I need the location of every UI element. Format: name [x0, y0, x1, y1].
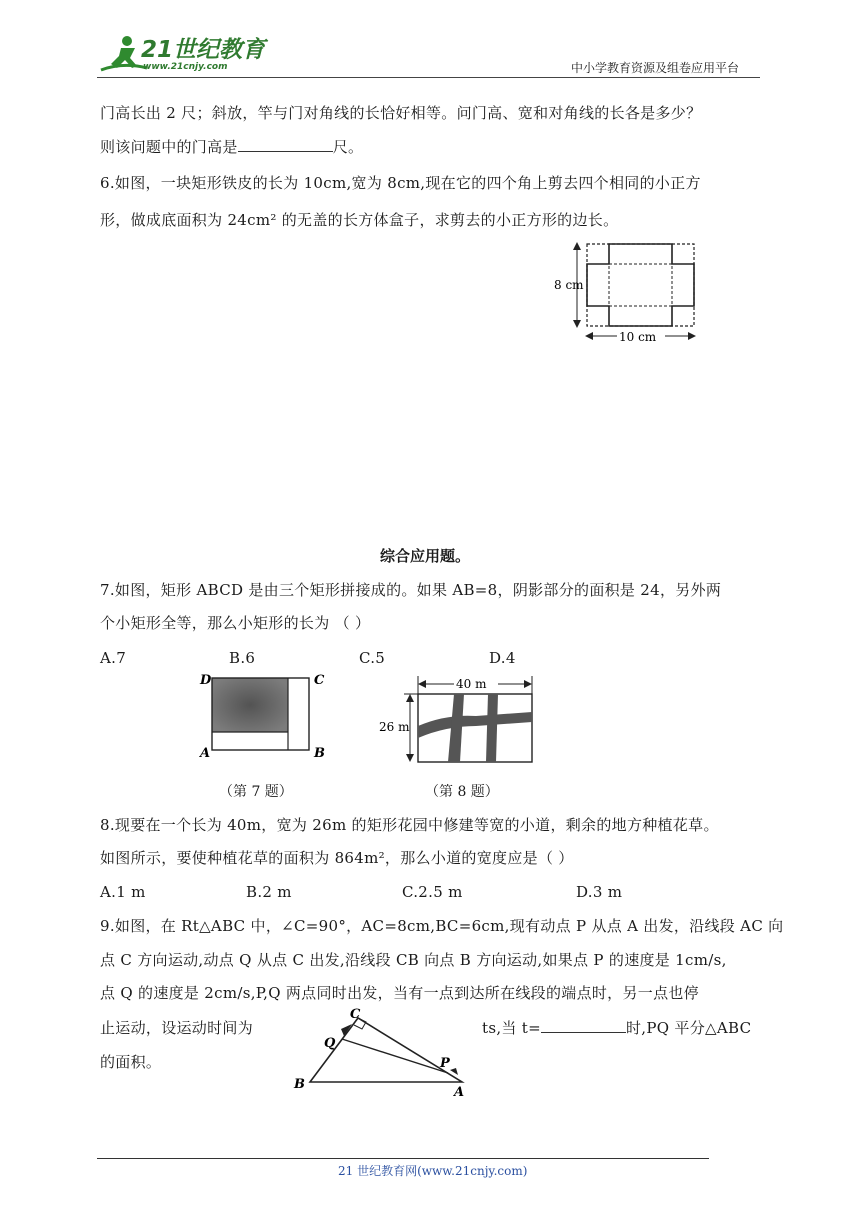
q9-label-a: A — [454, 1085, 465, 1099]
q9-line4-rest — [482, 1018, 751, 1038]
q6-outer-rect — [587, 244, 694, 326]
footer-divider — [97, 1158, 709, 1159]
logo-main-text: 21世纪教育 — [141, 37, 266, 63]
logo-sub-text: www.21cnjy.com — [143, 62, 228, 72]
section-title: 综合应用题。 — [380, 547, 471, 565]
q7-option-b[interactable]: B.6 — [229, 649, 256, 667]
q9-figure — [290, 1004, 480, 1099]
q8-option-a[interactable]: A.1 m — [100, 883, 146, 901]
q6-cross-outline — [587, 244, 694, 326]
q7-label-d: D — [200, 673, 212, 688]
q9-label-b: B — [294, 1077, 305, 1092]
q8-line2: 如图所示，要使种植花草的面积为 864m²，那么小道的宽度应是（ ） — [100, 849, 574, 867]
q9-line4-mid: ts,当 t= — [482, 1019, 541, 1037]
q8-width-label: 40 m — [456, 677, 487, 691]
q5-line2 — [100, 137, 363, 157]
q9-line1: 9.如图，在 Rt△ABC 中，∠C=90°，AC=8cm,BC=6cm,现有动点 P 从点 A 出发，沿线段 AC 向 — [100, 917, 784, 935]
q6-line2: 形，做成底面积为 24cm² 的无盖的长方体盒子，求剪去的小正方形的边长。 — [100, 211, 619, 229]
q9-line3: 点 Q 的速度是 2cm/s,P,Q 两点同时出发，当有一点到达所在线段的端点时，另一点也停 — [100, 984, 699, 1002]
q6-figure — [545, 238, 705, 348]
q9-answer-blank[interactable] — [541, 1018, 626, 1033]
q8-option-b[interactable]: B.2 m — [246, 883, 292, 901]
q7-line1: 7.如图，矩形 ABCD 是由三个矩形拼接成的。如果 AB=8，阴影部分的面积是 24，另外两 — [100, 581, 722, 599]
q6-width-label: 10 cm — [619, 330, 657, 344]
q9-segment-pq — [342, 1039, 448, 1073]
logo — [97, 34, 267, 76]
q8-figure — [376, 668, 546, 768]
q7-label-b: B — [314, 746, 325, 761]
q5-line2-prefix: 则该问题中的门高是 — [100, 138, 238, 156]
platform-name: 中小学教育资源及组卷应用平台 — [571, 61, 740, 75]
q6-inner-rect — [609, 264, 672, 306]
q7-option-a[interactable]: A.7 — [100, 649, 127, 667]
q7-label-a: A — [200, 746, 211, 761]
q5-line1: 门高长出 2 尺；斜放，竿与门对角线的长恰好相等。问门高、宽和对角线的长各是多少？ — [100, 104, 702, 122]
q9-line4-prefix: 止运动，设运动时间为 — [100, 1019, 254, 1037]
header-divider — [97, 77, 760, 78]
q6-line1: 6.如图，一块矩形铁皮的长为 10cm,宽为 8cm,现在它的四个角上剪去四个相同的小正方 — [100, 174, 701, 192]
q7-caption: （第 7 题） — [219, 784, 293, 800]
q7-line2: 个小矩形全等，那么小矩形的长为 （ ） — [100, 614, 371, 632]
q9-line4-suffix: 时,PQ 平分△ABC — [625, 1019, 752, 1037]
q5-answer-blank[interactable] — [238, 137, 333, 152]
q9-label-p: P — [440, 1056, 450, 1071]
q7-option-c[interactable]: C.5 — [359, 649, 386, 667]
footer-text[interactable]: 21 世纪教育网(www.21cnjy.com) — [338, 1164, 528, 1178]
q7-label-c: C — [314, 673, 325, 688]
q9-label-c: C — [350, 1007, 361, 1022]
q9-line2: 点 C 方向运动,动点 Q 从点 C 出发,沿线段 CB 向点 B 方向运动,如果点 P 的速度是 1cm/s, — [100, 951, 727, 969]
q7-option-d[interactable]: D.4 — [489, 649, 516, 667]
q5-line2-suffix: 尺。 — [332, 138, 364, 156]
q8-caption: （第 8 题） — [425, 784, 499, 800]
q8-option-d[interactable]: D.3 m — [576, 883, 623, 901]
q8-height-label: 26 m — [379, 720, 410, 734]
q8-line1: 8.现要在一个长为 40m，宽为 26m 的矩形花园中修建等宽的小道，剩余的地方种植花草。 — [100, 816, 719, 834]
q8-option-c[interactable]: C.2.5 m — [402, 883, 463, 901]
q7-figure — [196, 668, 336, 763]
q9-line5: 的面积。 — [100, 1053, 162, 1071]
q9-label-q: Q — [324, 1036, 336, 1051]
q6-height-label: 8 cm — [554, 278, 584, 292]
